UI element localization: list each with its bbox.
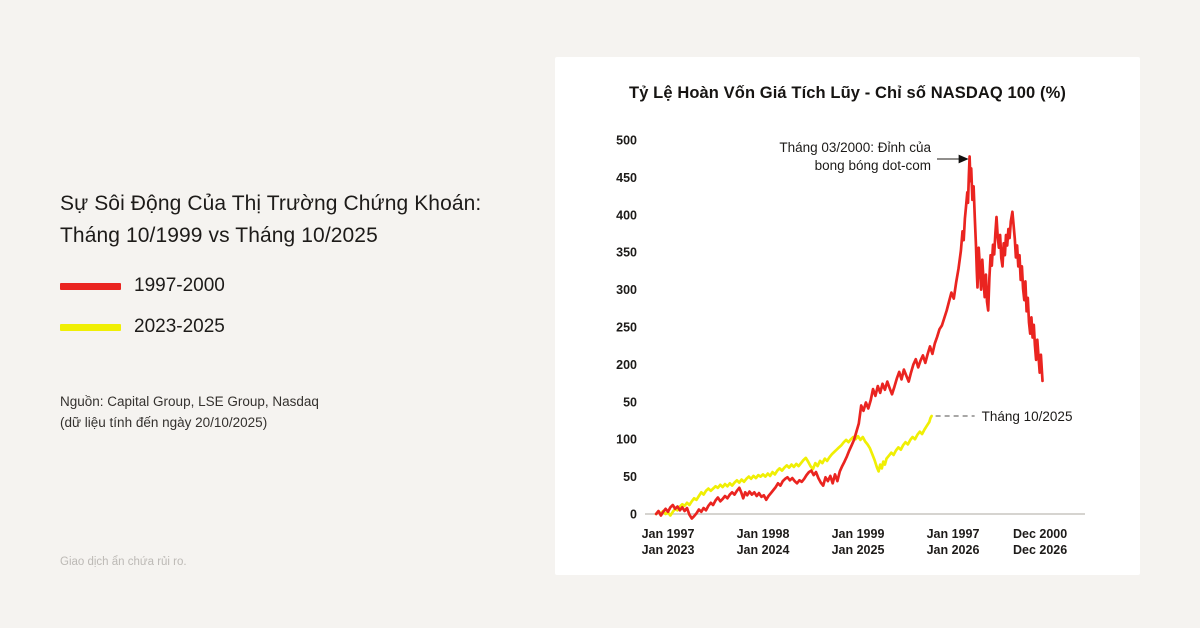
y-tick-label: 50 (623, 470, 637, 485)
x-tick-label-top: Jan 1999 (831, 527, 885, 541)
y-tick-label: 250 (616, 320, 637, 335)
headline-line-1: Sự Sôi Động Của Thị Trường Chứng Khoán: (60, 192, 482, 215)
x-tick-label-top: Jan 1997 (641, 527, 695, 541)
x-tick-label-bottom: Jan 2023 (641, 543, 695, 557)
y-tick-label: 0 (630, 507, 637, 522)
x-tick-label-top: Jan 1997 (926, 527, 980, 541)
legend-swatch-red (60, 283, 121, 290)
y-tick-label: 350 (616, 245, 637, 260)
legend-item-2023-2025 (60, 315, 225, 339)
peak-annotation-line-1: Tháng 03/2000: Đỉnh của (779, 140, 931, 155)
y-tick-label: 300 (616, 283, 637, 298)
x-tick-label-bottom: Jan 2025 (831, 543, 885, 557)
chart-card (555, 57, 1140, 575)
yellow-series-line (656, 416, 932, 516)
risk-disclaimer: Giao dịch ẩn chứa rủi ro. (60, 556, 187, 568)
current-annotation-label: Tháng 10/2025 (981, 409, 1073, 425)
x-tick-label-top: Jan 1998 (736, 527, 790, 541)
source-line-1: Nguồn: Capital Group, LSE Group, Nasdaq (60, 394, 319, 409)
legend-item-1997-2000 (60, 274, 225, 298)
y-tick-label: 450 (616, 170, 637, 185)
source-line-2: (dữ liệu tính đến ngày 20/10/2025) (60, 415, 268, 430)
nasdaq-comparison-chart (555, 57, 1140, 575)
peak-annotation-line-2: bong bóng dot-com (814, 158, 931, 173)
red-series-line (656, 157, 1042, 519)
legend-label-1997-2000: 1997-2000 (134, 275, 225, 296)
y-tick-label: 50 (623, 395, 637, 410)
x-tick-label-bottom: Dec 2026 (1012, 543, 1068, 557)
y-tick-label: 100 (616, 432, 637, 447)
y-tick-label: 500 (616, 133, 637, 148)
peak-arrow-head (959, 155, 969, 164)
legend-label-2023-2025: 2023-2025 (134, 316, 225, 337)
source-note (60, 391, 480, 433)
chart-title: Tỷ Lệ Hoàn Vốn Giá Tích Lũy - Chỉ số NASDAQ 100 (%) (629, 84, 1066, 102)
headline-line-2: Tháng 10/1999 vs Tháng 10/2025 (60, 224, 378, 247)
x-tick-label-bottom: Jan 2026 (926, 543, 980, 557)
x-tick-label-bottom: Jan 2024 (736, 543, 790, 557)
y-tick-label: 400 (616, 208, 637, 223)
x-tick-label-top: Dec 2000 (1012, 527, 1068, 541)
legend-swatch-yellow (60, 324, 121, 331)
headline (60, 188, 530, 252)
y-tick-label: 200 (616, 357, 637, 372)
